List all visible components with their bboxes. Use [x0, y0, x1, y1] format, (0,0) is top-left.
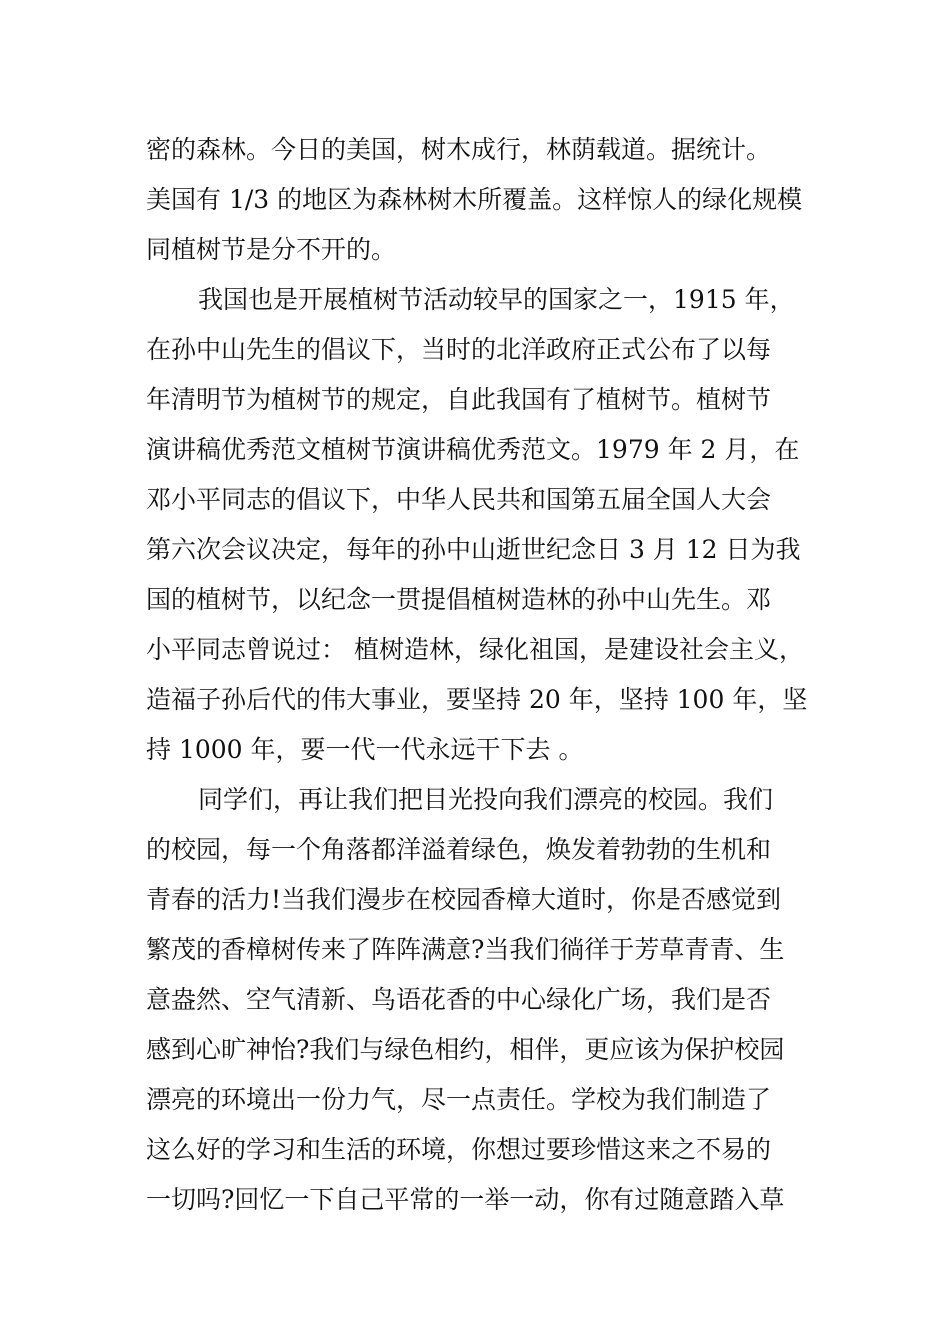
text-line: 持 1000 年，要一代一代永远干下去 。 [146, 735, 584, 764]
text-line: 密的森林。今日的美国，树木成行，林荫载道。据统计。 [146, 135, 772, 164]
text-line: 邓小平同志的倡议下，中华人民共和国第五届全国人大会 [146, 485, 772, 514]
text-line: 年清明节为植树节的规定，自此我国有了植树节。植树节 [146, 385, 772, 414]
text-line: 国的植树节，以纪念一贯提倡植树造林的孙中山先生。邓 [146, 585, 772, 614]
text-line: 这么好的学习和生活的环境，你想过要珍惜这来之不易的 [146, 1135, 772, 1164]
text-line: 繁茂的香樟树传来了阵阵满意?当我们徜徉于芳草青青、生 [146, 935, 785, 964]
text-line: 意盎然、空气清新、鸟语花香的中心绿化广场，我们是否 [146, 985, 772, 1014]
paragraph-first-line: 我国也是开展植树节活动较早的国家之一，1915 年， [198, 285, 795, 314]
text-line: 一切吗?回忆一下自己平常的一举一动，你有过随意踏入草 [146, 1185, 785, 1214]
text-line: 漂亮的环境出一份力气，尽一点责任。学校为我们制造了 [146, 1085, 772, 1114]
text-line: 的校园，每一个角落都洋溢着绿色，焕发着勃勃的生机和 [146, 835, 772, 864]
text-line: 演讲稿优秀范文植树节演讲稿优秀范文。1979 年 2 月，在 [146, 435, 800, 464]
text-line: 第六次会议决定，每年的孙中山逝世纪念日 3 月 12 日为我 [146, 535, 801, 564]
text-line: 造福子孙后代的伟大事业，要坚持 20 年，坚持 100 年，坚 [146, 685, 808, 714]
text-line: 同植树节是分不开的。 [146, 235, 397, 264]
text-line: 美国有 1/3 的地区为森林树木所覆盖。这样惊人的绿化规模 [146, 185, 803, 214]
paragraph-first-line: 同学们，再让我们把目光投向我们漂亮的校园。我们 [198, 785, 774, 814]
text-line: 青春的活力!当我们漫步在校园香樟大道时，你是否感觉到 [146, 885, 782, 914]
text-line: 小平同志曾说过： 植树造林，绿化祖国，是建设社会主义， [146, 635, 804, 664]
text-line: 感到心旷神怡?我们与绿色相约，相伴，更应该为保护校园 [146, 1035, 785, 1064]
text-line: 在孙中山先生的倡议下，当时的北洋政府正式公布了以每 [146, 335, 772, 364]
